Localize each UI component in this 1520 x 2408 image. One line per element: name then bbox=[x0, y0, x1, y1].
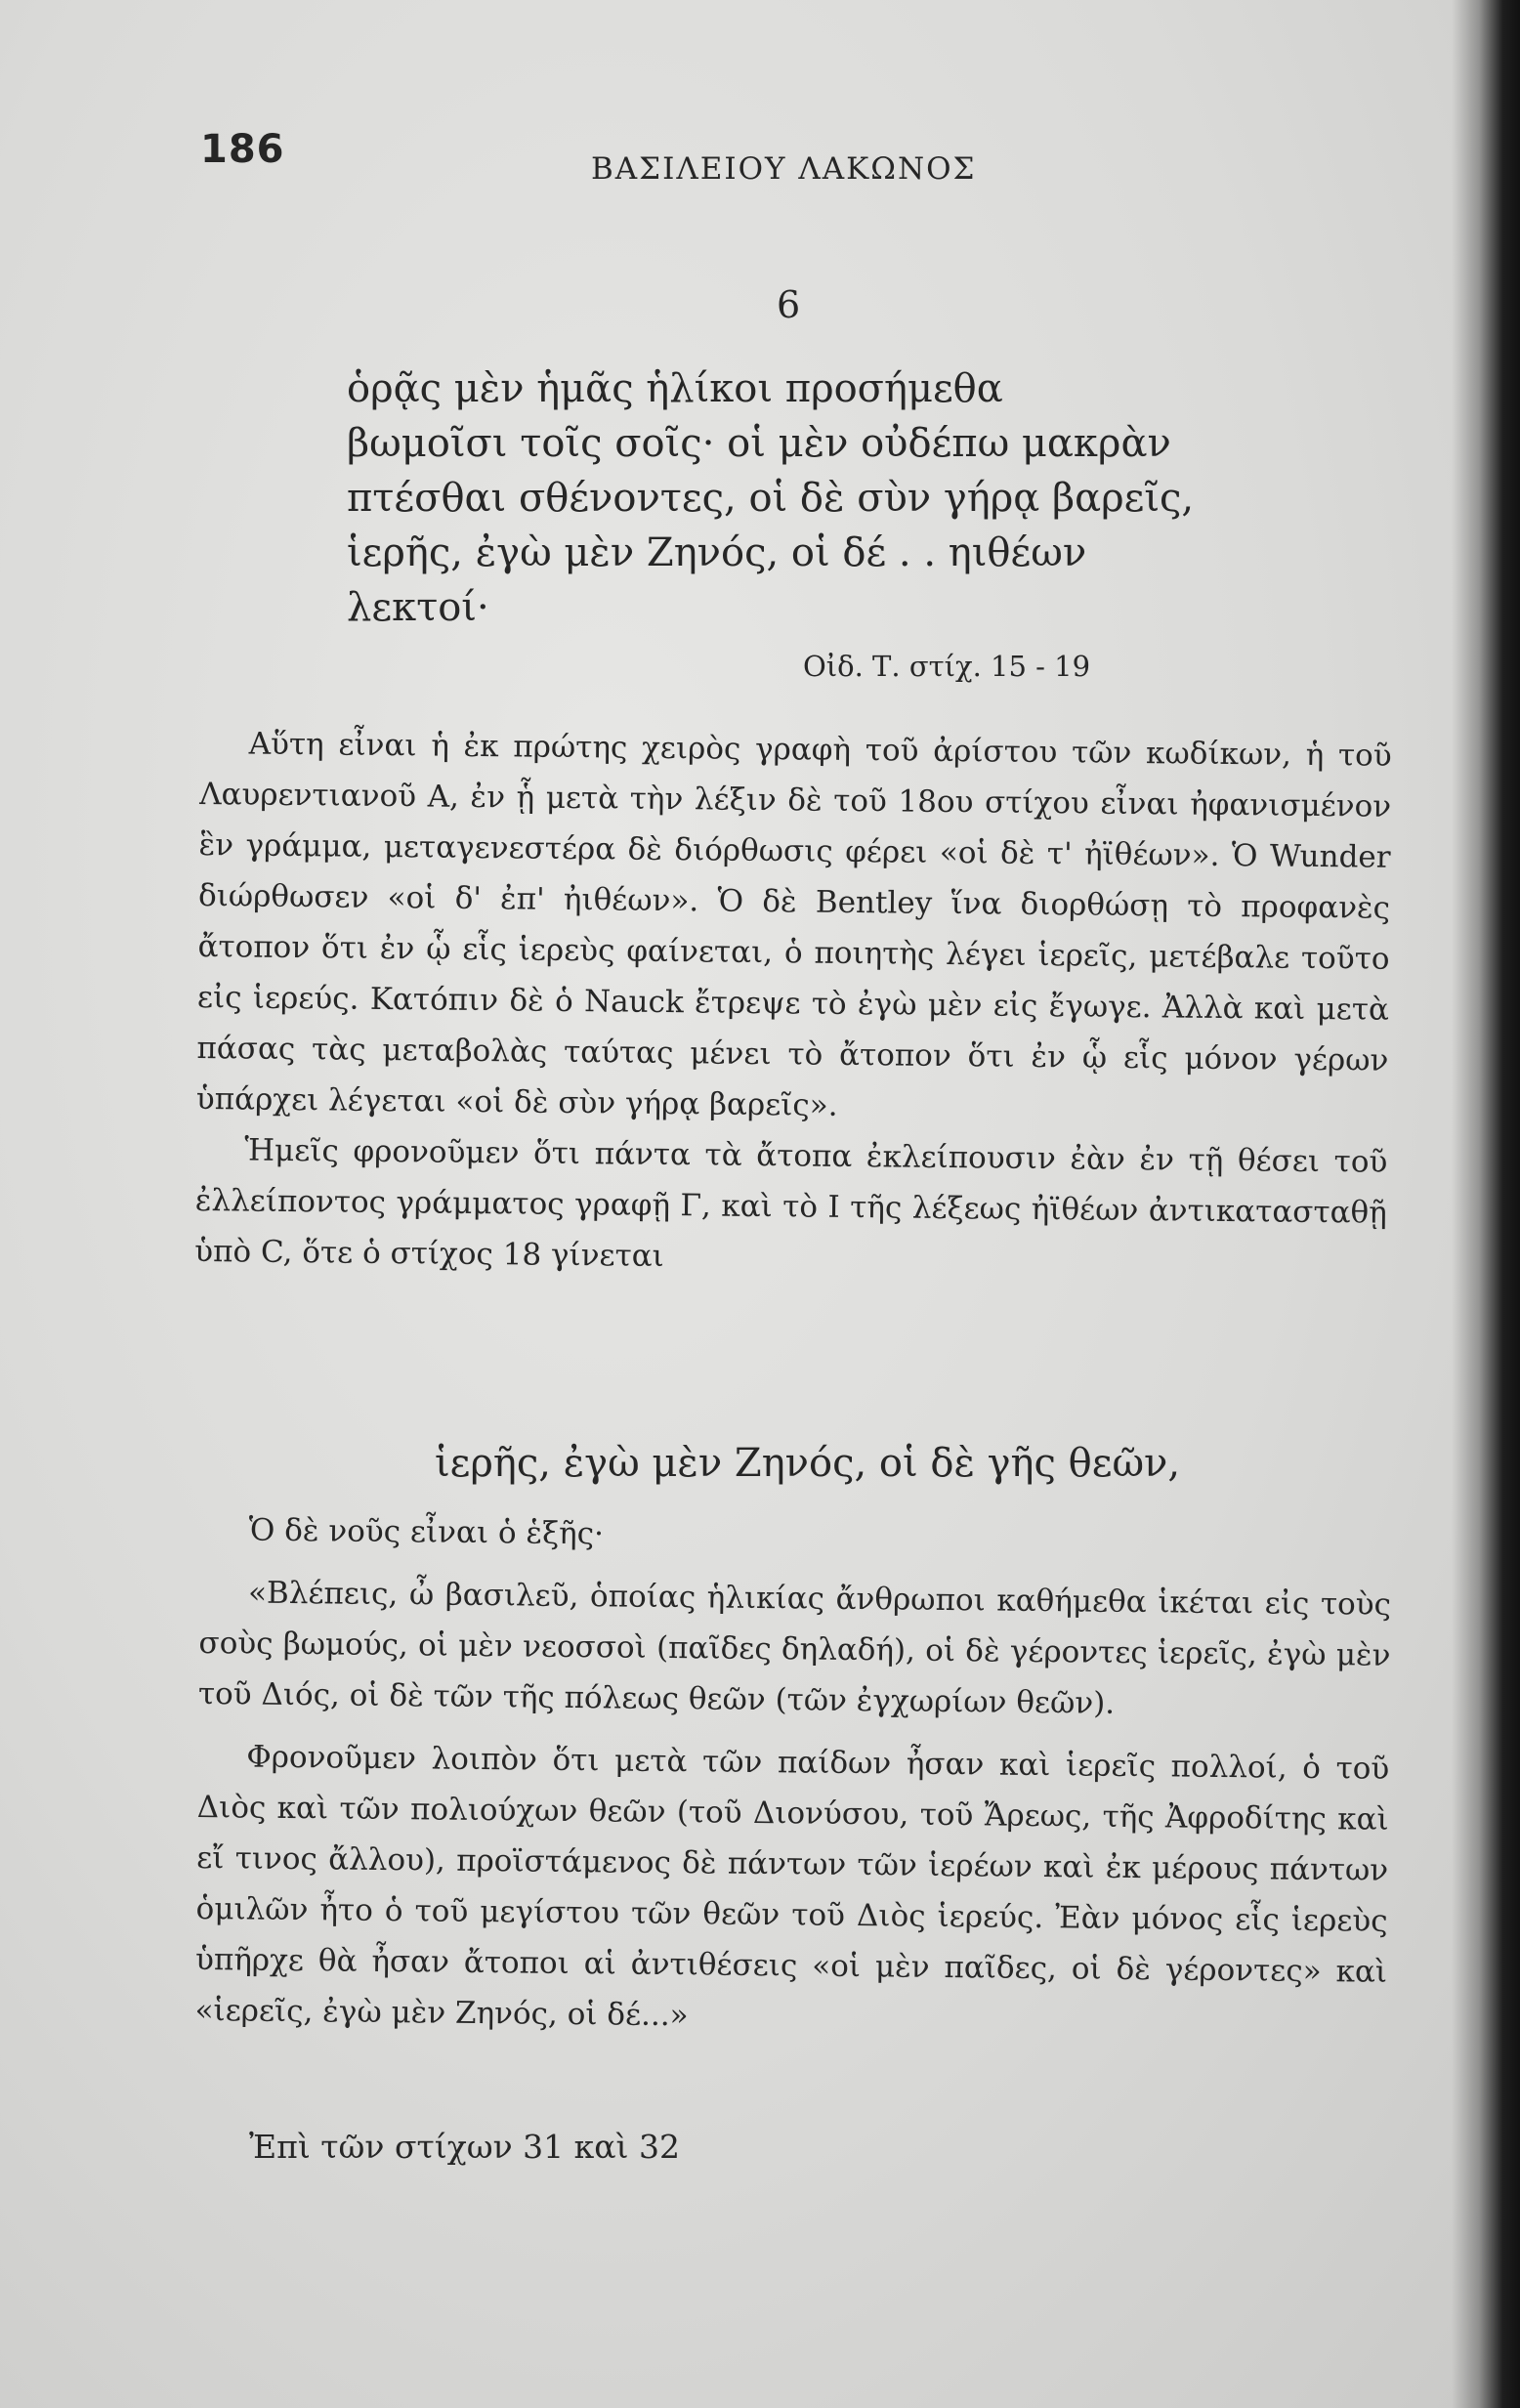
running-title: ΒΑΣΙΛΕΙΟΥ ΛΑΚΩΝΟΣ bbox=[591, 151, 977, 187]
verse-block bbox=[347, 361, 1246, 635]
verse-line: λεκτοί· bbox=[347, 585, 489, 630]
commentary-paragraph: Ὁ δὲ νοῦς εἶναι ὁ ἑξῆς· bbox=[248, 1512, 605, 1552]
commentary-paragraph: «Βλέπεις, ὦ βασιλεῦ, ὁποίας ἡλικίας ἄνθρωποι καθήμεθα ἱκέται εἰς τοὺς σοὺς βωμούς, οἱ μὲν νεοσσοὶ (παῖδες δηλαδή), οἱ δὲ γέροντες ἱερεῖς, ἐγὼ μὲν τοῦ Διός, οἱ δὲ τῶν τῆς πόλεως θεῶν (τῶν ἐγχωρίων θεῶν). bbox=[197, 1575, 1392, 1721]
commentary-paragraph: Αὕτη εἶναι ἡ ἐκ πρώτης χειρὸς γραφὴ τοῦ ἀρίστου τῶν κωδίκων, ἡ τοῦ Λαυρεντιανοῦ Α, ἐν ᾗ μετὰ τὴν λέξιν δὲ τοῦ 18ου στίχου εἶναι ἠφανισμένον ἓν γράμμα, μεταγενεστέρα δὲ διόρθωσις φέρει «οἱ δὲ τ' ἠϊθέων». Ὁ Wunder διώρθωσεν «οἱ δ' ἐπ' ἠιθέων». Ὁ δὲ Bentley ἵνα διορθώσῃ τὸ προφανὲς ἄτοπον ὅτι ἐν ᾧ εἷς ἱερεὺς φαίνεται, ὁ ποιητὴς λέγει ἱερεῖς, μετέβαλε τοῦτο εἰς ἱερεύς. Κατόπιν δὲ ὁ Nauck ἔτρεψε τὸ ἐγὼ μὲν εἰς ἔγωγε. Ἀλλὰ καὶ μετὰ πάσας τὰς μεταβολὰς ταύτας μένει τὸ ἄτοπον ὅτι ἐν ᾧ εἷς μόνον γέρων ὑπάρχει λέγεται «οἱ δὲ σὺν γήρᾳ βαρεῖς». bbox=[195, 726, 1392, 1123]
commentary-paragraph: Φρονοῦμεν λοιπὸν ὅτι μετὰ τῶν παίδων ἦσαν καὶ ἱερεῖς πολλοί, ὁ τοῦ Διὸς καὶ τῶν πολιούχων θεῶν (τοῦ Διονύσου, τοῦ Ἄρεως, τῆς Ἀφροδίτης καὶ εἴ τινος ἄλλου), προϊστάμενος δὲ πάντων τῶν ἱερέων καὶ ἐκ μέρους πάντων ὁμιλῶν ἦτο ὁ τοῦ μεγίστου τῶν θεῶν τοῦ Διὸς ἱερεύς. Ἐὰν μόνος εἷς ἱερεὺς ὑπῆρχε θὰ ἦσαν ἄτοποι αἱ ἀντιθέσεις «οἱ μὲν παῖδες, οἱ δὲ γέροντες» καὶ «ἱερεῖς, ἐγὼ μὲν Ζηνός, οἱ δέ...» bbox=[194, 1739, 1390, 2034]
verse-line: ἱερῆς, ἐγὼ μὲν Ζηνός, οἱ δέ . . ηιθέων bbox=[347, 530, 1087, 575]
commentary-paragraph: Ἡμεῖς φρονοῦμεν ὅτι πάντα τὰ ἄτοπα ἐκλείπουσιν ἐὰν ἐν τῇ θέσει τοῦ ἐλλείποντος γράμματος γραφῇ Γ, καὶ τὸ Ι τῆς λέξεως ἠϊθέων ἀντικατασταθῇ ὑπὸ C, ὅτε ὁ στίχος 18 γίνεται bbox=[194, 1132, 1388, 1275]
commentary-block bbox=[194, 718, 1392, 1289]
verse-line: πτέσθαι σθένοντες, οἱ δὲ σὺν γήρᾳ βαρεῖς, bbox=[347, 476, 1195, 521]
commentary-block-2 bbox=[194, 1504, 1392, 2049]
verse-reference: Οἰδ. Τ. στίχ. 15 - 19 bbox=[803, 650, 1091, 683]
verse-line: βωμοῖσι τοῖς σοῖς· οἱ μὲν οὐδέπω μακρὰν bbox=[347, 421, 1171, 466]
section-heading-line: Ἐπὶ τῶν στίχων 31 καὶ 32 bbox=[249, 2128, 680, 2166]
verse-line: ὁρᾷς μὲν ἡμᾶς ἡλίκοι προσήμεθα bbox=[347, 366, 1003, 411]
fragment-number: 6 bbox=[777, 283, 801, 326]
emended-verse: ἱερῆς, ἐγὼ μὲν Ζηνός, οἱ δὲ γῆς θεῶν, bbox=[435, 1441, 1181, 1486]
page-number: 186 bbox=[200, 127, 285, 172]
binding-shadow bbox=[1452, 0, 1520, 2408]
